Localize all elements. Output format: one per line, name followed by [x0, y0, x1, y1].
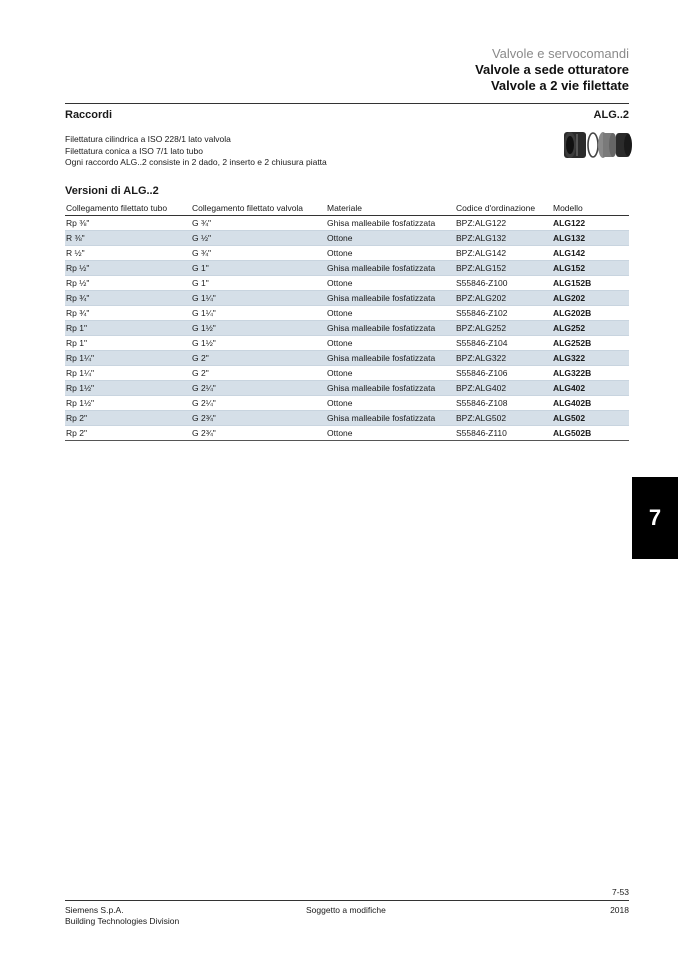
col-header-tube-thread: Collegamento filettato tubo	[65, 201, 191, 216]
cell-order-code: BPZ:ALG502	[455, 411, 552, 426]
cell-tube-thread: Rp 2"	[65, 411, 191, 426]
table-row	[65, 291, 629, 306]
table-row	[65, 276, 629, 291]
table-header-row	[65, 201, 629, 216]
header-title-1: Valvole a sede otturatore	[475, 62, 629, 77]
col-header-material: Materiale	[326, 201, 455, 216]
cell-tube-thread: Rp 1¼"	[65, 366, 191, 381]
cell-tube-thread: Rp 1½"	[65, 396, 191, 411]
cell-order-code: S55846-Z106	[455, 366, 552, 381]
cell-valve-thread: G 2"	[191, 351, 326, 366]
cell-order-code: BPZ:ALG152	[455, 261, 552, 276]
table-row	[65, 366, 629, 381]
table-row	[65, 231, 629, 246]
cell-order-code: BPZ:ALG202	[455, 291, 552, 306]
cell-valve-thread: G 2"	[191, 366, 326, 381]
header-title-2: Valvole a 2 vie filettate	[490, 78, 629, 93]
cell-material: Ottone	[326, 231, 455, 246]
cell-tube-thread: Rp 1"	[65, 321, 191, 336]
section-code: ALG..2	[593, 109, 629, 121]
section-title: Raccordi	[65, 109, 113, 121]
cell-material: Ottone	[326, 426, 455, 441]
cell-model: ALG502	[552, 411, 629, 426]
table-row	[65, 381, 629, 396]
cell-valve-thread: G 1½"	[191, 321, 326, 336]
cell-valve-thread: G ½"	[191, 231, 326, 246]
versions-table	[65, 201, 629, 441]
cell-order-code: BPZ:ALG132	[455, 231, 552, 246]
cell-model: ALG152B	[552, 276, 629, 291]
cell-material: Ottone	[326, 396, 455, 411]
chapter-tab: 7	[632, 477, 678, 559]
cell-model: ALG322B	[552, 366, 629, 381]
cell-order-code: S55846-Z104	[455, 336, 552, 351]
insert-icon	[598, 132, 617, 158]
table-row	[65, 411, 629, 426]
cell-order-code: S55846-Z108	[455, 396, 552, 411]
cell-valve-thread: G 2¼"	[191, 396, 326, 411]
cell-valve-thread: G 2¾"	[191, 426, 326, 441]
header-divider	[65, 103, 629, 104]
cell-order-code: S55846-Z110	[455, 426, 552, 441]
cell-valve-thread: G 1¼"	[191, 291, 326, 306]
cell-material: Ottone	[326, 246, 455, 261]
cell-material: Ghisa malleabile fosfatizzata	[326, 216, 455, 231]
cell-tube-thread: Rp ½"	[65, 276, 191, 291]
cell-order-code: BPZ:ALG402	[455, 381, 552, 396]
cell-material: Ottone	[326, 336, 455, 351]
cell-model: ALG132	[552, 231, 629, 246]
cell-order-code: BPZ:ALG252	[455, 321, 552, 336]
cell-valve-thread: G ¾"	[191, 216, 326, 231]
fitting-product-image	[560, 125, 634, 165]
cell-tube-thread: R ⅜"	[65, 231, 191, 246]
cell-valve-thread: G 1"	[191, 261, 326, 276]
table-row	[65, 261, 629, 276]
section-description	[65, 134, 327, 169]
cell-tube-thread: Rp 2"	[65, 426, 191, 441]
table-row	[65, 216, 629, 231]
cell-order-code: BPZ:ALG142	[455, 246, 552, 261]
cell-model: ALG402B	[552, 396, 629, 411]
footer-divider	[65, 900, 629, 901]
cell-material: Ghisa malleabile fosfatizzata	[326, 261, 455, 276]
cell-material: Ottone	[326, 306, 455, 321]
cell-model: ALG152	[552, 261, 629, 276]
flat-cap-icon	[616, 133, 632, 157]
cell-model: ALG252	[552, 321, 629, 336]
table-row	[65, 246, 629, 261]
cell-material: Ghisa malleabile fosfatizzata	[326, 381, 455, 396]
page-header	[475, 46, 629, 94]
footer-year: 2018	[610, 905, 629, 915]
footer-notice: Soggetto a modifiche	[306, 905, 386, 915]
cell-model: ALG122	[552, 216, 629, 231]
col-header-order-code: Codice d'ordinazione	[455, 201, 552, 216]
cell-model: ALG402	[552, 381, 629, 396]
cell-order-code: S55846-Z102	[455, 306, 552, 321]
footer-company: Siemens S.p.A.	[65, 905, 124, 915]
cell-model: ALG502B	[552, 426, 629, 441]
description-line: Filettatura conica a ISO 7/1 lato tubo	[65, 145, 203, 156]
footer-division: Building Technologies Division	[65, 916, 180, 926]
cell-tube-thread: Rp 1¼"	[65, 351, 191, 366]
cell-material: Ghisa malleabile fosfatizzata	[326, 411, 455, 426]
cell-material: Ottone	[326, 366, 455, 381]
description-line: Filettatura cilindrica a ISO 228/1 lato valvola	[65, 134, 231, 144]
footer-company-block	[65, 905, 179, 927]
description-line: Ogni raccordo ALG..2 consiste in 2 dado, 2 inserto e 2 chiusura piatta	[65, 157, 327, 167]
cell-valve-thread: G 1"	[191, 276, 326, 291]
table-row	[65, 321, 629, 336]
cell-material: Ghisa malleabile fosfatizzata	[326, 351, 455, 366]
col-header-valve-thread: Collegamento filettato valvola	[191, 201, 326, 216]
table-row	[65, 336, 629, 351]
nut-icon	[564, 132, 586, 158]
cell-tube-thread: Rp 1"	[65, 336, 191, 351]
cell-tube-thread: Rp ⅜"	[65, 216, 191, 231]
table-title: Versioni di ALG..2	[65, 185, 159, 197]
cell-tube-thread: Rp ½"	[65, 261, 191, 276]
cell-valve-thread: G 2¼"	[191, 381, 326, 396]
cell-model: ALG202B	[552, 306, 629, 321]
cell-order-code: BPZ:ALG322	[455, 351, 552, 366]
cell-tube-thread: Rp ¾"	[65, 291, 191, 306]
table-row	[65, 351, 629, 366]
cell-order-code: S55846-Z100	[455, 276, 552, 291]
cell-valve-thread: G 1½"	[191, 336, 326, 351]
cell-tube-thread: Rp 1½"	[65, 381, 191, 396]
table-row	[65, 426, 629, 441]
col-header-model: Modello	[552, 201, 629, 216]
cell-material: Ottone	[326, 276, 455, 291]
gasket-icon	[588, 133, 598, 157]
cell-valve-thread: G 1¼"	[191, 306, 326, 321]
header-category: Valvole e servocomandi	[491, 46, 629, 61]
cell-model: ALG322	[552, 351, 629, 366]
cell-material: Ghisa malleabile fosfatizzata	[326, 291, 455, 306]
cell-order-code: BPZ:ALG122	[455, 216, 552, 231]
cell-tube-thread: Rp ¾"	[65, 306, 191, 321]
table-row	[65, 396, 629, 411]
cell-tube-thread: R ½"	[65, 246, 191, 261]
cell-material: Ghisa malleabile fosfatizzata	[326, 321, 455, 336]
cell-model: ALG142	[552, 246, 629, 261]
page-number: 7-53	[611, 887, 629, 897]
table-row	[65, 306, 629, 321]
cell-valve-thread: G ¾"	[191, 246, 326, 261]
cell-valve-thread: G 2¾"	[191, 411, 326, 426]
cell-model: ALG202	[552, 291, 629, 306]
cell-model: ALG252B	[552, 336, 629, 351]
